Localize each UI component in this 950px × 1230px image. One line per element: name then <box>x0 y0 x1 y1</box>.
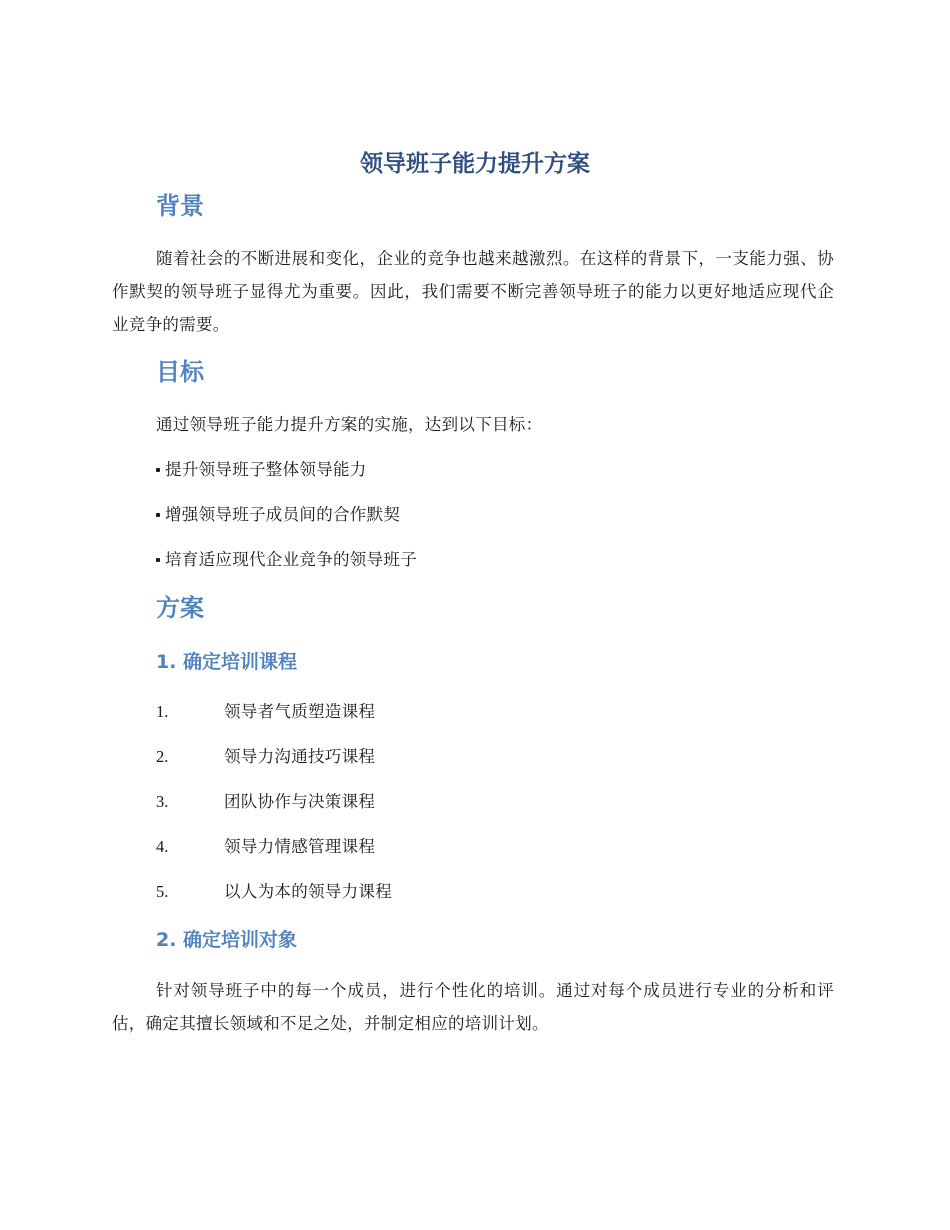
course-text: 领导者气质塑造课程 <box>224 702 376 721</box>
course-number: 2. <box>156 747 169 766</box>
course-list-item <box>156 789 375 815</box>
subheading-training-courses: 1. 确定培训课程 <box>156 651 298 673</box>
course-list-item <box>156 834 375 860</box>
goal-bullet-text: 培育适应现代企业竞争的领导班子 <box>165 550 417 569</box>
goal-bullet <box>156 502 400 528</box>
goals-intro: 通过领导班子能力提升方案的实施，达到以下目标： <box>156 415 543 434</box>
goal-bullet <box>156 457 367 483</box>
goal-bullet-text: 提升领导班子整体领导能力 <box>165 460 367 479</box>
heading-goals: 目标 <box>156 358 204 386</box>
course-list-item <box>156 744 375 770</box>
course-list-item <box>156 699 375 725</box>
subheading-training-targets: 2. 确定培训对象 <box>156 929 298 951</box>
bullet-dot-icon <box>156 468 160 472</box>
bullet-dot-icon <box>156 558 160 562</box>
course-number: 4. <box>156 837 169 856</box>
course-text: 领导力沟通技巧课程 <box>224 747 376 766</box>
document-title: 领导班子能力提升方案 <box>360 151 590 177</box>
course-text: 以人为本的领导力课程 <box>224 882 392 901</box>
goal-bullet-text: 增强领导班子成员间的合作默契 <box>165 505 401 524</box>
training-targets-paragraph: 针对领导班子中的每一个成员，进行个性化的培训。通过对每个成员进行专业的分析和评估，确定其擅长领域和不足之处，并制定相应的培训计划。 <box>112 981 834 1033</box>
goal-bullet <box>156 547 417 573</box>
bullet-dot-icon <box>156 513 160 517</box>
course-text: 领导力情感管理课程 <box>224 837 376 856</box>
background-paragraph: 随着社会的不断进展和变化，企业的竞争也越来越激烈。在这样的背景下，一支能力强、协作默契的领导班子显得尤为重要。因此，我们需要不断完善领导班子的能力以更好地适应现代企业竞争的需要。 <box>112 249 834 334</box>
course-number: 3. <box>156 792 169 811</box>
course-text: 团队协作与决策课程 <box>224 792 376 811</box>
heading-plan: 方案 <box>156 594 204 622</box>
course-number: 1. <box>156 702 169 721</box>
heading-background: 背景 <box>156 192 204 220</box>
course-number: 5. <box>156 882 169 901</box>
course-list-item <box>156 879 392 905</box>
